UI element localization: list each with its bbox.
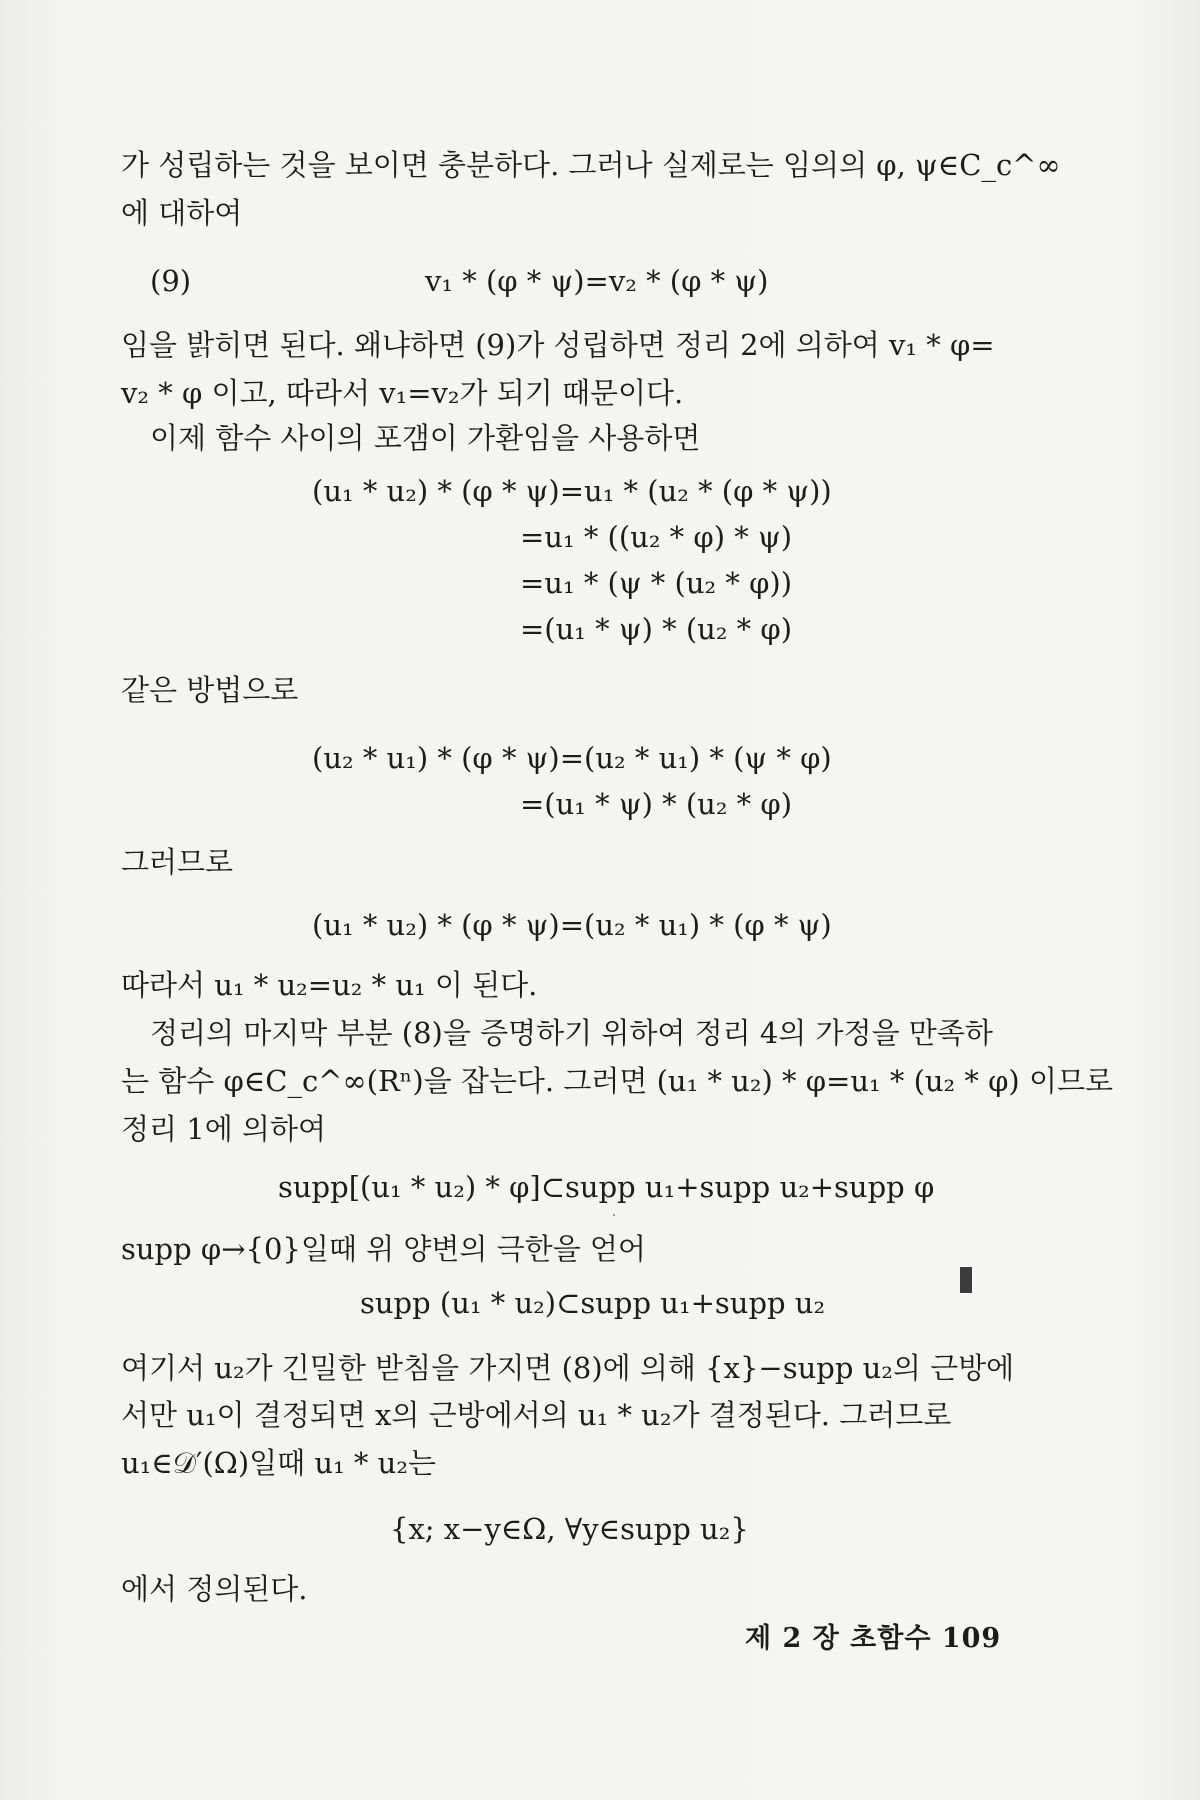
text-line: 서만 u₁이 결정되면 x의 근방에서의 u₁ * u₂가 결정된다. 그러므로 <box>121 1398 952 1432</box>
equation-same-1: (u₂ * u₁) * (φ * ψ)=(u₂ * u₁) * (ψ * φ) <box>312 741 832 775</box>
text-line: 에서 정의된다. <box>121 1572 308 1606</box>
text-line: 에 대하여 <box>121 196 243 230</box>
text-line: 같은 방법으로 <box>121 673 299 707</box>
equation-9: v₁ * (φ * ψ)=v₂ * (φ * ψ) <box>425 264 769 298</box>
text-line: 정리 1에 의하여 <box>121 1112 326 1146</box>
equation-number: (9) <box>150 264 192 298</box>
equation-supp-1: supp[(u₁ * u₂) * φ]⊂supp u₁+supp u₂+supp φ <box>278 1170 935 1204</box>
equation-chain-2: =u₁ * ((u₂ * φ) * ψ) <box>520 520 793 554</box>
text-line: u₁∈𝒟′(Ω)일때 u₁ * u₂는 <box>121 1446 436 1480</box>
qed-mark <box>960 1267 972 1293</box>
text-line: 임을 밝히면 된다. 왜냐하면 (9)가 성립하면 정리 2에 의하여 v₁ * φ= <box>121 328 995 362</box>
text-line: 따라서 u₁ * u₂=u₂ * u₁ 이 된다. <box>121 968 538 1002</box>
speck-dot <box>613 1214 615 1216</box>
equation-chain-1: (u₁ * u₂) * (φ * ψ)=u₁ * (u₂ * (φ * ψ)) <box>312 474 832 508</box>
page-footer: 제 2 장 초함수 109 <box>745 1623 1002 1654</box>
text-line: v₂ * φ 이고, 따라서 v₁=v₂가 되기 때문이다. <box>121 376 684 410</box>
equation-same-2: =(u₁ * ψ) * (u₂ * φ) <box>520 787 793 821</box>
equation-chain-4: =(u₁ * ψ) * (u₂ * φ) <box>520 612 793 646</box>
equation-chain-3: =u₁ * (ψ * (u₂ * φ)) <box>520 566 793 600</box>
text-line: 가 성립하는 것을 보이면 충분하다. 그러나 실제로는 임의의 φ, ψ∈C_c^∞ <box>121 148 1061 182</box>
text-line: supp φ→{0}일때 위 양변의 극한을 얻어 <box>121 1232 646 1266</box>
text-line: 여기서 u₂가 긴밀한 받침을 가지면 (8)에 의해 {x}−supp u₂의 근방에 <box>121 1351 1015 1385</box>
text-line: 이제 함수 사이의 포갬이 가환임을 사용하면 <box>150 421 701 455</box>
equation-supp-2: supp (u₁ * u₂)⊂supp u₁+supp u₂ <box>360 1286 826 1320</box>
text-line: 는 함수 φ∈C_c^∞(Rⁿ)을 잡는다. 그러면 (u₁ * u₂) * φ=u₁ * (u₂ * φ) 이므로 <box>121 1064 1114 1098</box>
text-line: 그러므로 <box>121 845 234 879</box>
equation-therefore: (u₁ * u₂) * (φ * ψ)=(u₂ * u₁) * (φ * ψ) <box>312 908 832 942</box>
text-line: 정리의 마지막 부분 (8)을 증명하기 위하여 정리 4의 가정을 만족하 <box>150 1016 993 1050</box>
equation-set: {x; x−y∈Ω, ∀y∈supp u₂} <box>390 1512 749 1546</box>
